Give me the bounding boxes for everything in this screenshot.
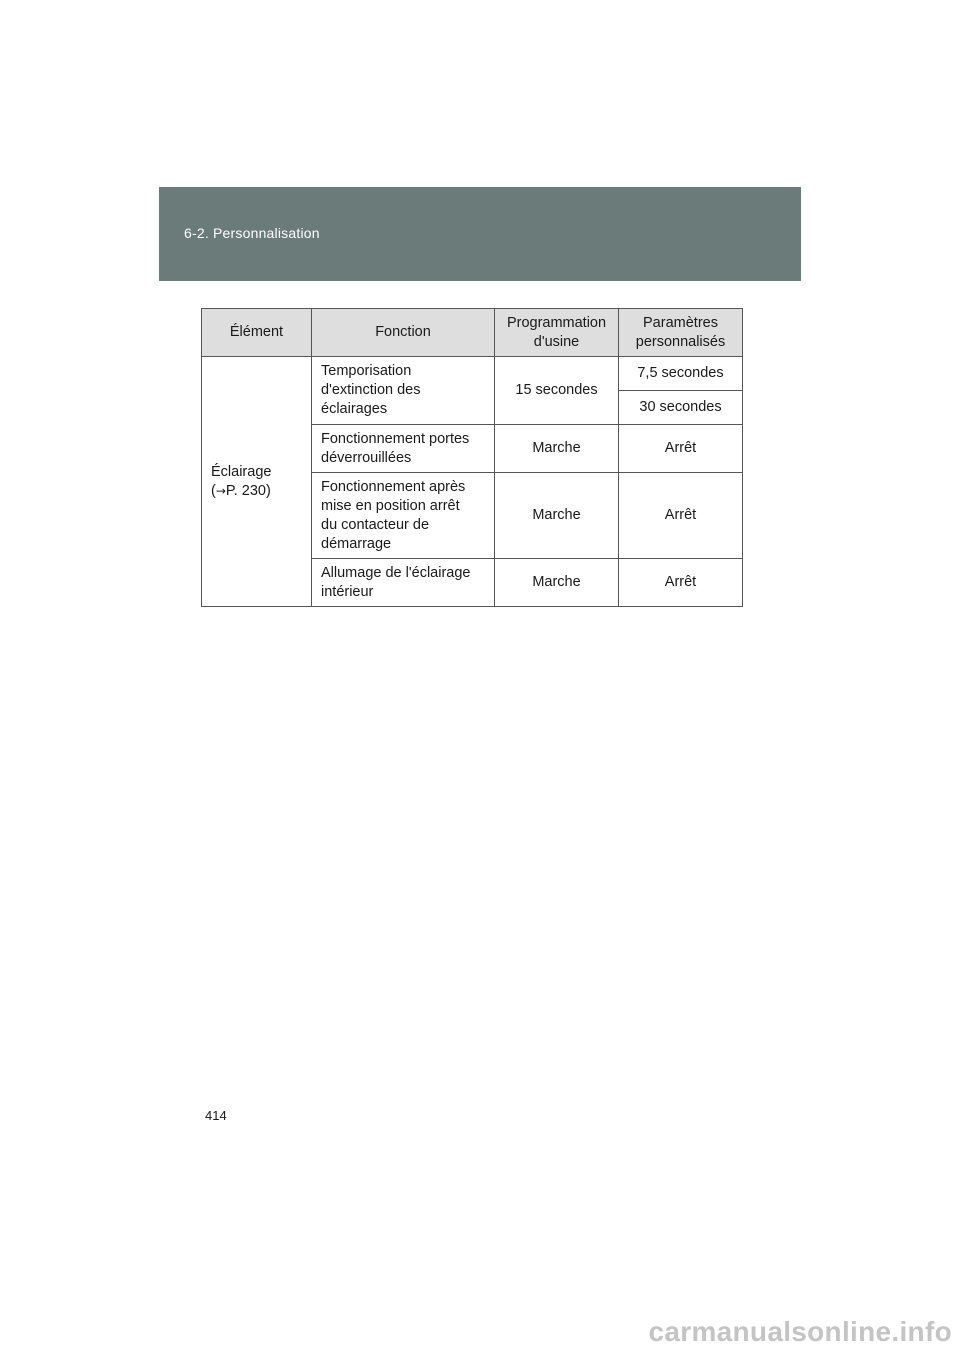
header-item: Élément [202,309,312,357]
factory-cell: Marche [495,559,619,607]
arrow-right-icon: → [215,483,226,498]
custom-cell: Arrêt [619,559,743,607]
item-ref-page: P. 230) [225,482,271,499]
factory-cell: 15 secondes [495,357,619,425]
custom-cell: Arrêt [619,473,743,559]
function-cell: Allumage de l'éclairage intérieur [312,559,495,607]
item-cell [202,357,312,607]
function-cell: Temporisation d'extinction des éclairages [312,357,495,425]
custom-cell: Arrêt [619,425,743,473]
function-cell: Fonctionnement portes déverrouillées [312,425,495,473]
header-custom-line-1: Paramètres [643,314,718,331]
item-name: Éclairage [211,463,272,480]
header-factory-line-1: Programmation [506,314,607,331]
header-custom-setting [619,309,743,357]
table-row [202,357,743,391]
function-cell: Fonctionnement après mise en position arrêt du contacteur de démarrage [312,473,495,559]
settings-table [201,308,743,607]
table-header-row [202,309,743,357]
page-number: 414 [205,1108,227,1123]
header-factory-setting [495,309,619,357]
custom-cell: 7,5 secondes [619,357,743,391]
custom-cell: 30 secondes [619,391,743,425]
header-factory-line-2: d'usine [533,333,580,350]
header-custom-line-2: personnalisés [635,333,726,350]
factory-cell: Marche [495,473,619,559]
watermark: carmanualsonline.info [648,1316,952,1347]
section-title: 6-2. Personnalisation [184,225,320,241]
item-ref-open: ( [211,482,216,499]
factory-cell: Marche [495,425,619,473]
header-function: Fonction [312,309,495,357]
section-header-bar [159,187,801,281]
